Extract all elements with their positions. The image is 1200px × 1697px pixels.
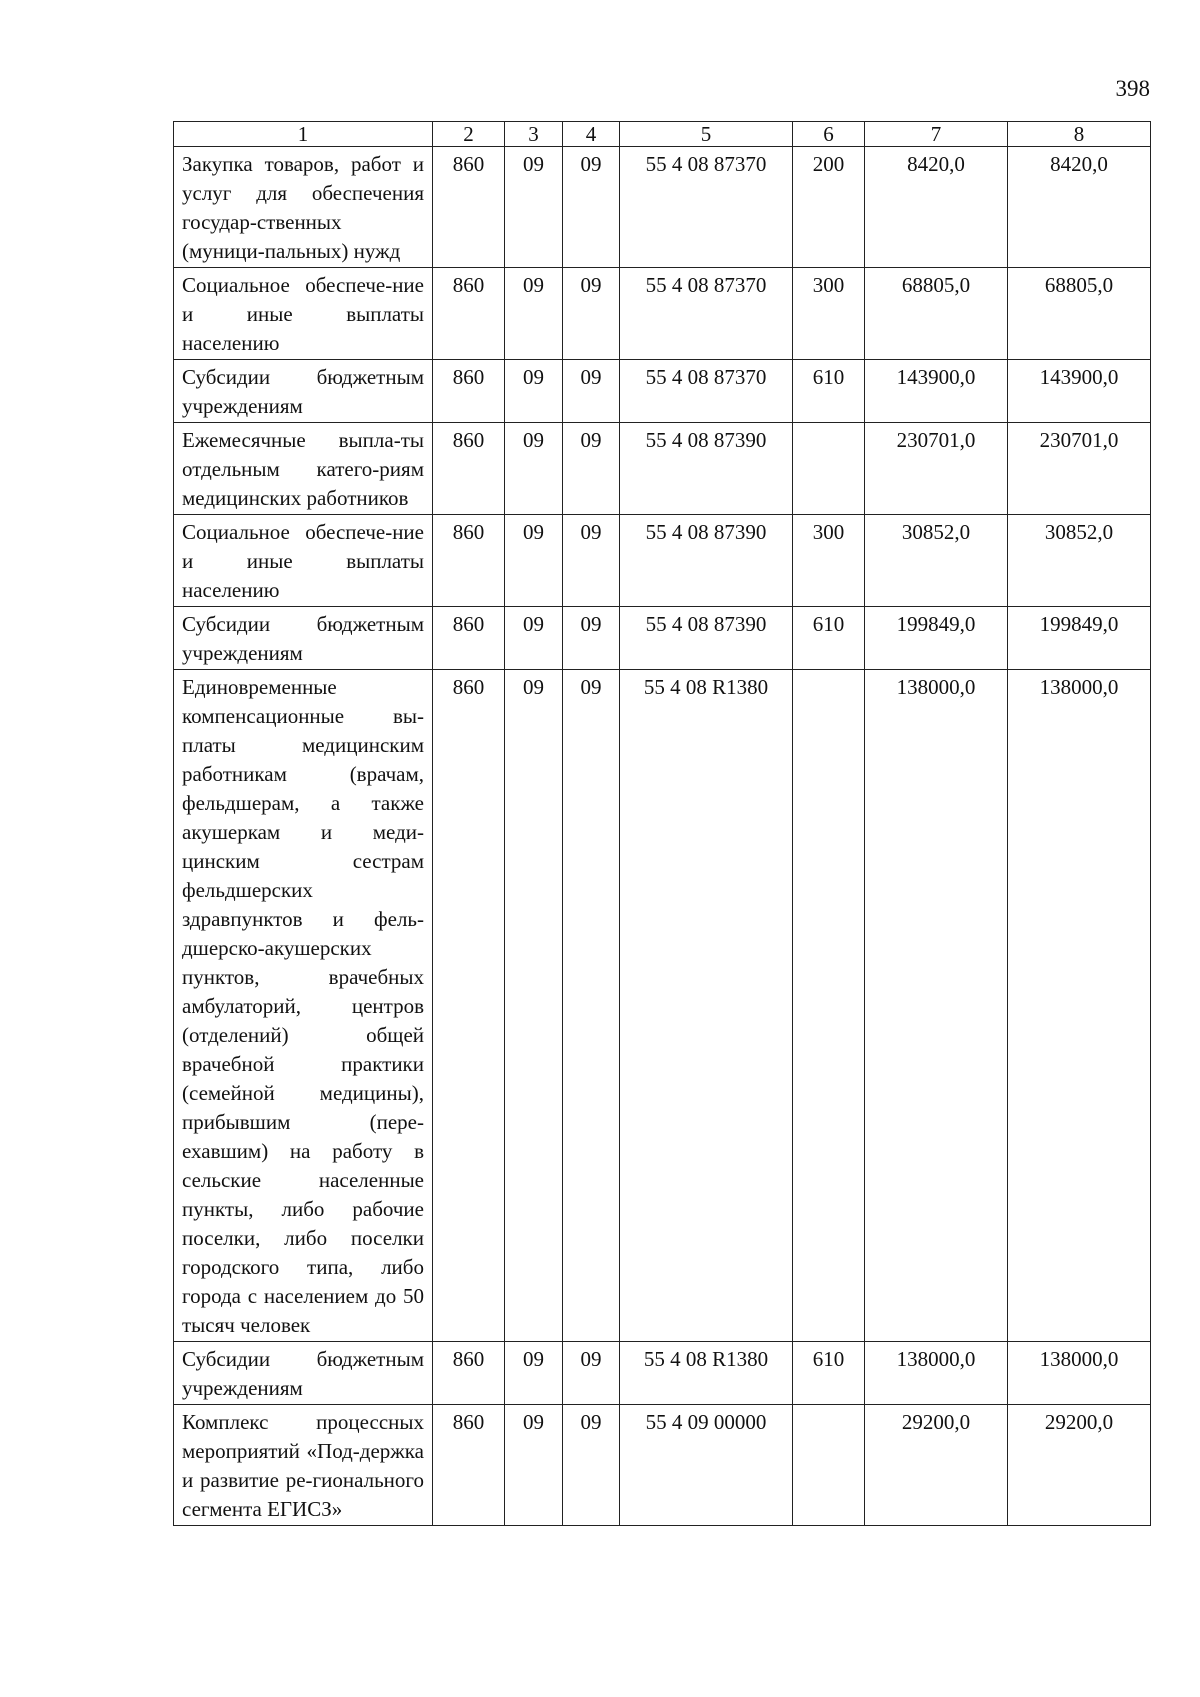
cell-col5: 55 4 08 87370 bbox=[620, 147, 793, 268]
cell-col3: 09 bbox=[505, 147, 563, 268]
cell-col8: 29200,0 bbox=[1008, 1405, 1151, 1526]
cell-col6: 610 bbox=[793, 1342, 865, 1405]
header-cell: 3 bbox=[505, 122, 563, 147]
cell-col8: 68805,0 bbox=[1008, 268, 1151, 360]
cell-col4: 09 bbox=[563, 360, 620, 423]
cell-name: Закупка товаров, работ и услуг для обеспечения государ-ственных (муници-пальных) нужд bbox=[174, 147, 433, 268]
table-row bbox=[174, 268, 1151, 360]
cell-col5: 55 4 08 87390 bbox=[620, 607, 793, 670]
cell-col2: 860 bbox=[433, 147, 505, 268]
cell-col5: 55 4 08 87390 bbox=[620, 515, 793, 607]
cell-col6: 300 bbox=[793, 268, 865, 360]
cell-col5: 55 4 08 R1380 bbox=[620, 670, 793, 1342]
cell-col6: 300 bbox=[793, 515, 865, 607]
cell-col4: 09 bbox=[563, 515, 620, 607]
header-cell: 6 bbox=[793, 122, 865, 147]
header-cell: 5 bbox=[620, 122, 793, 147]
cell-col2: 860 bbox=[433, 1342, 505, 1405]
table-row bbox=[174, 607, 1151, 670]
table-row bbox=[174, 1342, 1151, 1405]
cell-col7: 138000,0 bbox=[865, 1342, 1008, 1405]
cell-col5: 55 4 08 87370 bbox=[620, 268, 793, 360]
table-row bbox=[174, 515, 1151, 607]
cell-col2: 860 bbox=[433, 268, 505, 360]
header-cell: 7 bbox=[865, 122, 1008, 147]
cell-col5: 55 4 08 R1380 bbox=[620, 1342, 793, 1405]
cell-col8: 230701,0 bbox=[1008, 423, 1151, 515]
cell-col3: 09 bbox=[505, 360, 563, 423]
cell-col7: 138000,0 bbox=[865, 670, 1008, 1342]
cell-col3: 09 bbox=[505, 670, 563, 1342]
cell-col7: 30852,0 bbox=[865, 515, 1008, 607]
cell-col3: 09 bbox=[505, 1342, 563, 1405]
cell-col2: 860 bbox=[433, 515, 505, 607]
table-row bbox=[174, 360, 1151, 423]
cell-col5: 55 4 09 00000 bbox=[620, 1405, 793, 1526]
cell-col4: 09 bbox=[563, 1405, 620, 1526]
cell-col6 bbox=[793, 423, 865, 515]
cell-col4: 09 bbox=[563, 423, 620, 515]
cell-name: Ежемесячные выпла-ты отдельным катего-риям медицинских работников bbox=[174, 423, 433, 515]
cell-col6: 200 bbox=[793, 147, 865, 268]
cell-col4: 09 bbox=[563, 607, 620, 670]
header-cell: 1 bbox=[174, 122, 433, 147]
cell-col3: 09 bbox=[505, 607, 563, 670]
cell-col2: 860 bbox=[433, 670, 505, 1342]
table-row bbox=[174, 423, 1151, 515]
cell-col3: 09 bbox=[505, 268, 563, 360]
cell-col6: 610 bbox=[793, 360, 865, 423]
cell-col2: 860 bbox=[433, 360, 505, 423]
cell-col6: 610 bbox=[793, 607, 865, 670]
cell-name: Комплекс процессных мероприятий «Под-держка и развитие ре-гионального сегмента ЕГИСЗ» bbox=[174, 1405, 433, 1526]
cell-col2: 860 bbox=[433, 607, 505, 670]
cell-col6 bbox=[793, 1405, 865, 1526]
cell-col4: 09 bbox=[563, 1342, 620, 1405]
cell-col7: 230701,0 bbox=[865, 423, 1008, 515]
table-row bbox=[174, 147, 1151, 268]
cell-col8: 143900,0 bbox=[1008, 360, 1151, 423]
cell-col4: 09 bbox=[563, 147, 620, 268]
cell-name: Субсидии бюджетным учреждениям bbox=[174, 1342, 433, 1405]
cell-col8: 138000,0 bbox=[1008, 670, 1151, 1342]
cell-col2: 860 bbox=[433, 1405, 505, 1526]
cell-col3: 09 bbox=[505, 423, 563, 515]
header-cell: 2 bbox=[433, 122, 505, 147]
cell-col3: 09 bbox=[505, 1405, 563, 1526]
cell-name: Субсидии бюджетным учреждениям bbox=[174, 607, 433, 670]
cell-col8: 8420,0 bbox=[1008, 147, 1151, 268]
header-row bbox=[174, 122, 1151, 147]
cell-col7: 199849,0 bbox=[865, 607, 1008, 670]
cell-col7: 68805,0 bbox=[865, 268, 1008, 360]
cell-col2: 860 bbox=[433, 423, 505, 515]
cell-col5: 55 4 08 87370 bbox=[620, 360, 793, 423]
cell-col4: 09 bbox=[563, 670, 620, 1342]
cell-col8: 30852,0 bbox=[1008, 515, 1151, 607]
cell-name: Единовременные компенсационные вы-платы медицинским работникам (врачам, фельдшерам, а также акушеркам и меди-цинским сестрам фельдшерских здравпунктов и фель-дшерско-акушерских пунктов, врачебных амбулаторий, центров (отделений) общей врачебной практики (семейной медицины), прибывшим (пере-ехавшим) на работу в сельские населенные пункты, либо рабочие поселки, либо поселки городского типа, либо города с населением до 50 тысяч человек bbox=[174, 670, 433, 1342]
cell-col7: 29200,0 bbox=[865, 1405, 1008, 1526]
cell-name: Социальное обеспече-ние и иные выплаты населению bbox=[174, 515, 433, 607]
cell-col6 bbox=[793, 670, 865, 1342]
cell-col5: 55 4 08 87390 bbox=[620, 423, 793, 515]
header-cell: 8 bbox=[1008, 122, 1151, 147]
cell-col7: 8420,0 bbox=[865, 147, 1008, 268]
cell-name: Социальное обеспече-ние и иные выплаты населению bbox=[174, 268, 433, 360]
cell-name: Субсидии бюджетным учреждениям bbox=[174, 360, 433, 423]
cell-col8: 199849,0 bbox=[1008, 607, 1151, 670]
cell-col8: 138000,0 bbox=[1008, 1342, 1151, 1405]
cell-col4: 09 bbox=[563, 268, 620, 360]
budget-table bbox=[173, 121, 1151, 1526]
header-cell: 4 bbox=[563, 122, 620, 147]
cell-col7: 143900,0 bbox=[865, 360, 1008, 423]
table-row bbox=[174, 670, 1151, 1342]
page-number: 398 bbox=[1115, 76, 1150, 101]
table-row bbox=[174, 1405, 1151, 1526]
cell-col3: 09 bbox=[505, 515, 563, 607]
